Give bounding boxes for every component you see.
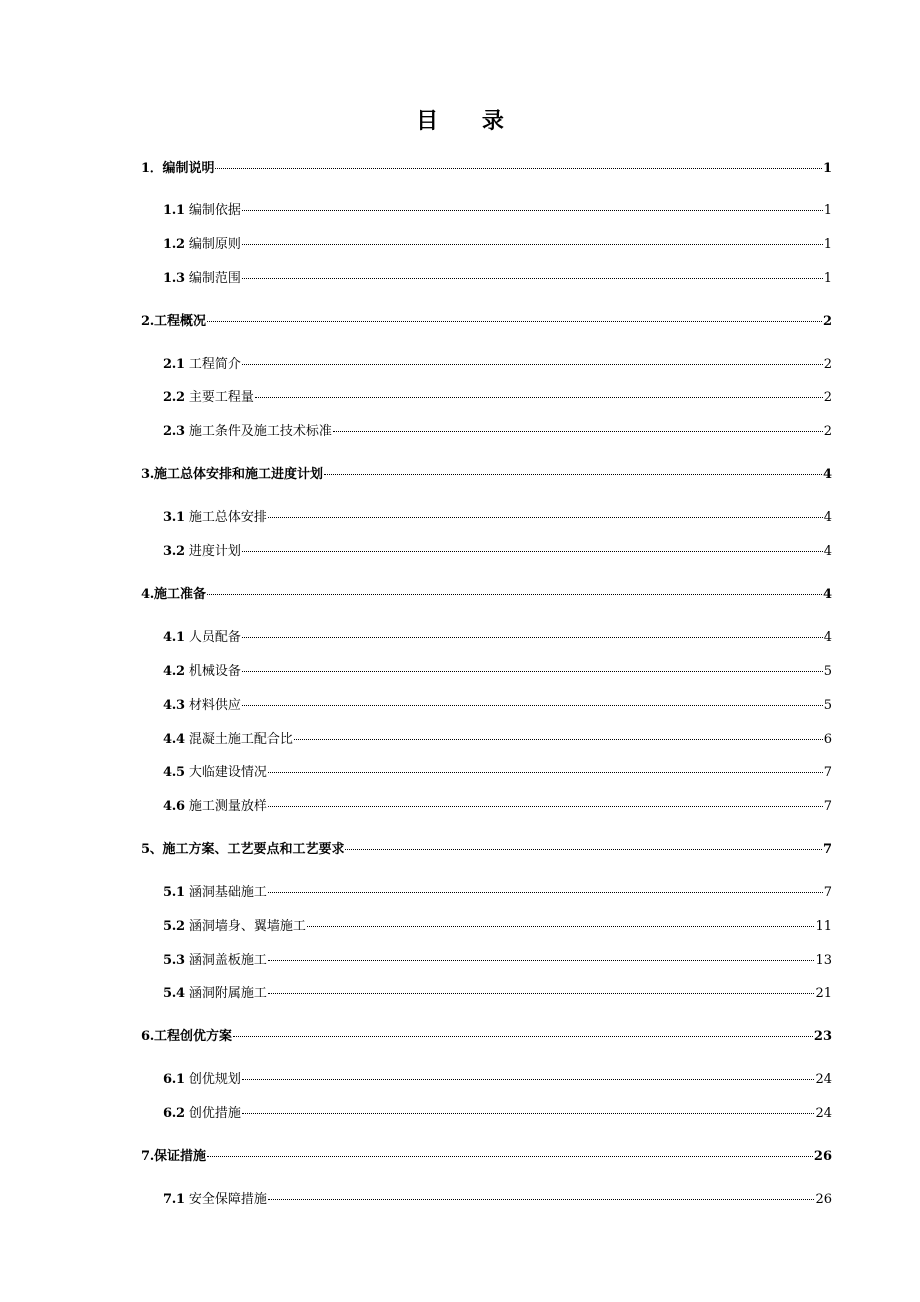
- toc-text: 施工测量放样: [188, 799, 267, 814]
- toc-entry[interactable]: [141, 467, 832, 483]
- toc-text: 创优措施: [188, 1106, 241, 1121]
- toc-number: 7.: [141, 1149, 154, 1164]
- toc-text: 人员配备: [188, 630, 241, 645]
- toc-leader: [242, 551, 823, 552]
- toc-leader: [242, 278, 823, 279]
- toc-text: 涵洞附属施工: [188, 986, 267, 1001]
- toc-number: 5.4: [163, 986, 185, 1001]
- toc-text: 保证措施: [153, 1149, 206, 1164]
- toc-leader: [333, 431, 823, 432]
- toc-page: 2: [822, 314, 832, 329]
- toc-entry[interactable]: [163, 885, 832, 901]
- toc-text: 施工条件及施工技术标准: [188, 424, 332, 439]
- toc-entry[interactable]: [163, 390, 832, 406]
- toc-leader: [255, 397, 823, 398]
- toc-page: 7: [823, 885, 832, 900]
- toc-text: 工程创优方案: [153, 1029, 232, 1044]
- toc-page: 4: [822, 587, 832, 602]
- toc-leader: [242, 1113, 815, 1114]
- toc-entry[interactable]: [163, 424, 832, 440]
- toc-number: 2.1: [163, 357, 185, 372]
- toc-page: 1: [823, 271, 832, 286]
- toc-entry[interactable]: [163, 510, 832, 526]
- toc-leader: [242, 1079, 815, 1080]
- toc-text: 创优规划: [188, 1072, 241, 1087]
- toc-page: 5: [823, 664, 832, 679]
- toc-number: 2.3: [163, 424, 185, 439]
- toc-text: 材料供应: [188, 698, 241, 713]
- toc-leader: [242, 637, 823, 638]
- toc-leader: [268, 993, 815, 994]
- toc-entry[interactable]: [163, 237, 832, 253]
- toc-leader: [215, 168, 821, 169]
- toc-page: 26: [813, 1149, 832, 1164]
- toc-entry[interactable]: [163, 765, 832, 781]
- toc-text: 编制依据: [188, 203, 241, 218]
- toc-leader: [268, 960, 815, 961]
- toc-entry[interactable]: [141, 842, 832, 858]
- toc-text: 涵洞基础施工: [188, 885, 267, 900]
- toc-text: 涵洞墙身、翼墙施工: [188, 919, 306, 934]
- toc-text: 施工方案、工艺要点和工艺要求: [162, 842, 345, 857]
- toc-number: 3.1: [163, 510, 185, 525]
- toc-leader: [268, 772, 823, 773]
- toc-number: 4.3: [163, 698, 185, 713]
- toc-text: 混凝土施工配合比: [188, 732, 293, 747]
- toc-page: 1: [823, 203, 832, 218]
- toc-entry[interactable]: [163, 271, 832, 287]
- toc-page: 13: [815, 953, 832, 968]
- toc-text: 工程概况: [153, 314, 206, 329]
- toc-number: 5、: [141, 842, 163, 857]
- toc-text: 施工准备: [153, 587, 206, 602]
- toc-leader: [307, 926, 815, 927]
- toc-page: 7: [823, 799, 832, 814]
- toc-number: 3.: [141, 467, 154, 482]
- toc-text: 机械设备: [188, 664, 241, 679]
- toc-text: 编制原则: [188, 237, 241, 252]
- toc-page: 4: [823, 510, 832, 525]
- toc-page: 26: [815, 1192, 832, 1207]
- toc-leader: [242, 671, 823, 672]
- toc-number: 1.3: [163, 271, 185, 286]
- toc-leader: [268, 1199, 815, 1200]
- toc-page: 1: [823, 237, 832, 252]
- toc-number: 4.5: [163, 765, 185, 780]
- toc-page: 6: [823, 732, 832, 747]
- document-title: 目 录: [416, 108, 522, 134]
- toc-entry[interactable]: [141, 161, 832, 177]
- toc-number: 1.2: [163, 237, 185, 252]
- toc-entry[interactable]: [163, 799, 832, 815]
- toc-text: 安全保障措施: [188, 1192, 267, 1207]
- toc-page: 4: [823, 630, 832, 645]
- toc-leader: [268, 892, 823, 893]
- toc-page: 4: [823, 544, 832, 559]
- toc-entry[interactable]: [163, 664, 832, 680]
- toc-text: 施工总体安排: [188, 510, 267, 525]
- toc-entry[interactable]: [163, 1072, 832, 1088]
- toc-entry[interactable]: [163, 698, 832, 714]
- toc-text: 主要工程量: [188, 390, 254, 405]
- toc-page: 7: [823, 765, 832, 780]
- toc-page: 23: [813, 1029, 832, 1044]
- toc-page: 2: [823, 424, 832, 439]
- toc-entry[interactable]: [163, 203, 832, 219]
- toc-number: 4.1: [163, 630, 185, 645]
- toc-number: 4.4: [163, 732, 185, 747]
- toc-number: 6.: [141, 1029, 154, 1044]
- toc-page: 24: [815, 1106, 832, 1121]
- toc-leader: [207, 594, 822, 595]
- toc-leader: [268, 806, 823, 807]
- toc-entry[interactable]: [163, 544, 832, 560]
- toc-page: 2: [823, 357, 832, 372]
- toc-number: 4.2: [163, 664, 185, 679]
- toc-entry[interactable]: [141, 587, 832, 603]
- toc-page: 4: [822, 467, 832, 482]
- toc-text: 编制范围: [188, 271, 241, 286]
- toc-leader: [294, 739, 823, 740]
- toc-entry[interactable]: [141, 1149, 832, 1165]
- toc-entry[interactable]: [141, 1029, 832, 1045]
- toc-text: 编制说明: [162, 161, 215, 176]
- toc-leader: [345, 849, 821, 850]
- toc-number: 6.2: [163, 1106, 185, 1121]
- toc-number: 4.6: [163, 799, 185, 814]
- toc-number: 4.: [141, 587, 154, 602]
- toc-number: 2.: [141, 314, 154, 329]
- toc-text: 施工总体安排和施工进度计划: [153, 467, 323, 482]
- toc-leader: [233, 1036, 813, 1037]
- toc-page: 5: [823, 698, 832, 713]
- toc-number: 5.1: [163, 885, 185, 900]
- toc-entry[interactable]: [163, 1192, 832, 1208]
- toc-number: 6.1: [163, 1072, 185, 1087]
- toc-page: 7: [822, 842, 832, 857]
- toc-leader: [242, 210, 823, 211]
- toc-page: 21: [815, 986, 832, 1001]
- toc-text: 工程简介: [188, 357, 241, 372]
- toc-number: 5.3: [163, 953, 185, 968]
- toc-leader: [242, 364, 823, 365]
- toc-page: 2: [823, 390, 832, 405]
- toc-leader: [324, 474, 822, 475]
- toc-page: 24: [815, 1072, 832, 1087]
- toc-leader: [207, 1156, 813, 1157]
- toc-text: 进度计划: [188, 544, 241, 559]
- toc-page: 1: [822, 161, 832, 176]
- toc-entry[interactable]: [163, 953, 832, 969]
- toc-leader: [242, 705, 823, 706]
- toc-number: 1.1: [163, 203, 185, 218]
- toc-text: 大临建设情况: [188, 765, 267, 780]
- toc-number: 7.1: [163, 1192, 185, 1207]
- toc-entry[interactable]: [163, 986, 832, 1002]
- toc-entry[interactable]: [163, 1106, 832, 1122]
- toc-text: 涵洞盖板施工: [188, 953, 267, 968]
- toc-entry[interactable]: [163, 732, 832, 748]
- toc-leader: [242, 244, 823, 245]
- toc-number: 1．: [141, 161, 163, 176]
- toc-number: 3.2: [163, 544, 185, 559]
- toc-page: 11: [815, 919, 832, 934]
- toc-leader: [268, 517, 823, 518]
- toc-entry[interactable]: [141, 314, 832, 330]
- toc-leader: [207, 321, 822, 322]
- toc-number: 5.2: [163, 919, 185, 934]
- toc-entry[interactable]: [163, 919, 832, 935]
- toc-number: 2.2: [163, 390, 185, 405]
- toc-entry[interactable]: [163, 357, 832, 373]
- toc-entry[interactable]: [163, 630, 832, 646]
